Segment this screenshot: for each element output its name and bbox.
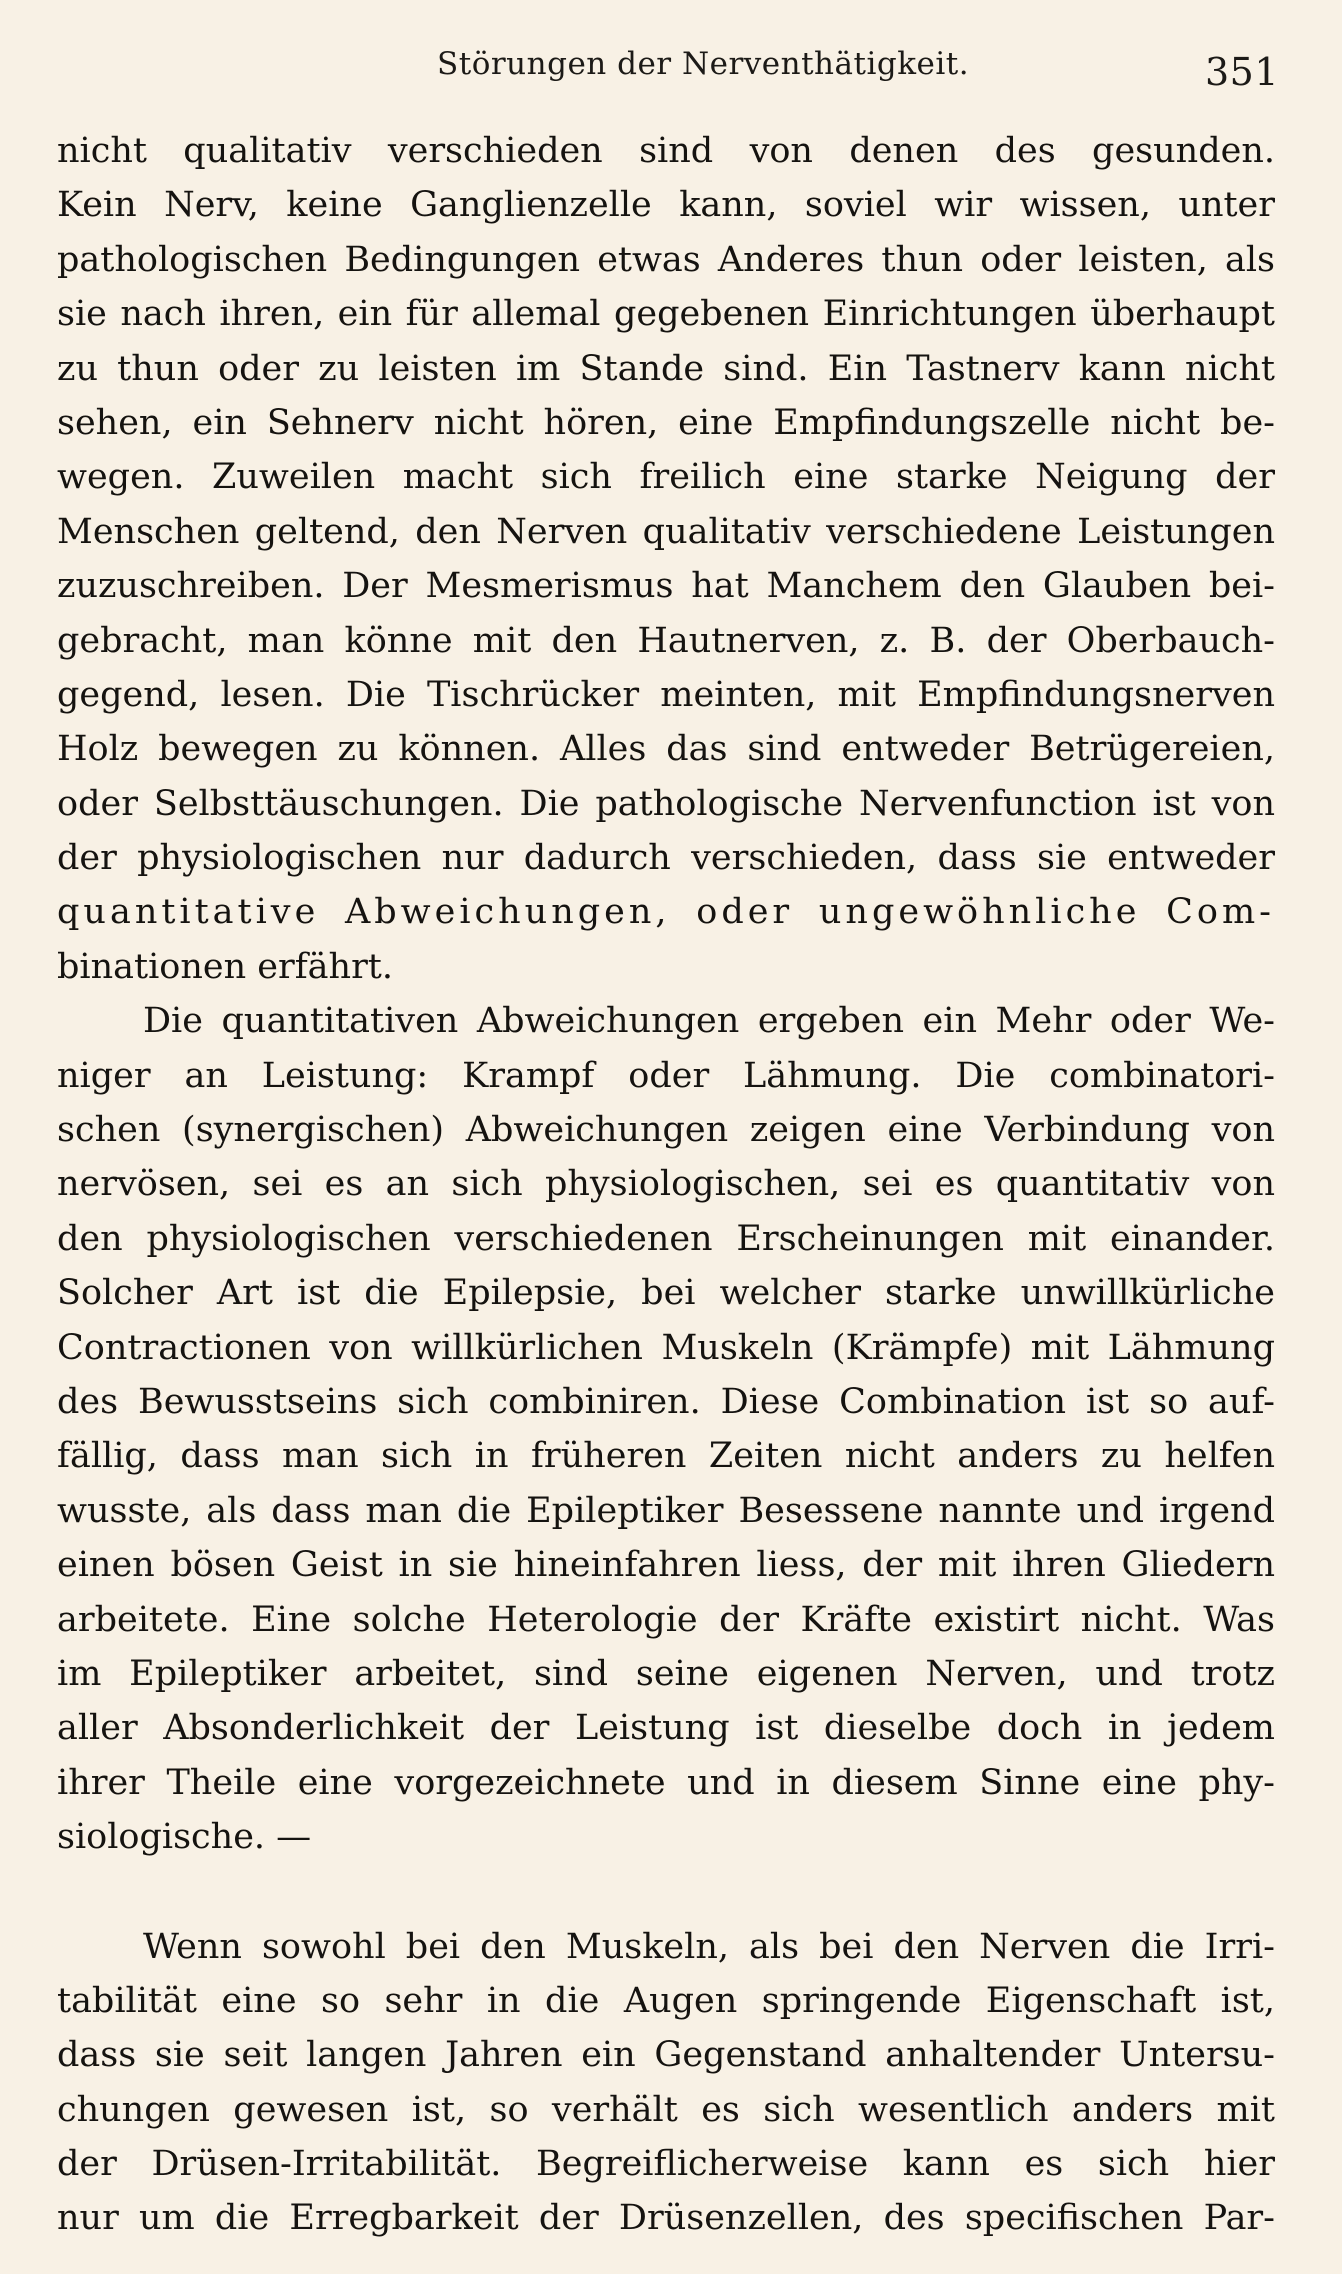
text-line: gebracht, man könne mit den Hautnerven, z. B. der Oberbauch- [57, 620, 1275, 661]
text-line: zuzuschreiben. Der Mesmerismus hat Manchem den Glauben bei- [57, 566, 1275, 607]
text-line: nicht qualitativ verschieden sind von denen des gesunden. [57, 131, 1275, 171]
text-line: aller Absonderlichkeit der Leistung ist dieselbe doch in jedem [57, 1708, 1275, 1749]
text-line: nur um die Erregbarkeit der Drüsenzellen, des specifischen Par- [57, 2198, 1275, 2239]
text-line: Kein Nerv, keine Ganglienzelle kann, soviel wir wissen, unter [57, 185, 1275, 226]
text-line: quantitative Abweichungen, oder ungewöhnliche Com- [57, 892, 1275, 933]
text-line: arbeitete. Eine solche Heterologie der Kräfte existirt nicht. Was [57, 1599, 1275, 1640]
page-number: 351 [1204, 50, 1279, 94]
text-line: ihrer Theile eine vorgezeichnete und in diesem Sinne eine phy- [57, 1762, 1275, 1803]
text-line: oder Selbsttäuschungen. Die pathologische Nervenfunction ist von [57, 783, 1275, 824]
text-line: wegen. Zuweilen macht sich freilich eine starke Neigung der [57, 457, 1275, 498]
text-line: der physiologischen nur dadurch verschieden, dass sie entweder [57, 838, 1275, 879]
text-line: chungen gewesen ist, so verhält es sich wesentlich anders mit [57, 2089, 1275, 2130]
text-line: zu thun oder zu leisten im Stande sind. Ein Tastnerv kann nicht [57, 348, 1275, 389]
text-line: einen bösen Geist in sie hineinfahren liess, der mit ihren Gliedern [57, 1545, 1275, 1586]
text-line: pathologischen Bedingungen etwas Anderes thun oder leisten, als [57, 239, 1275, 280]
text-line: Menschen geltend, den Nerven qualitativ verschiedene Leistungen [57, 511, 1275, 552]
running-head: Störungen der Nerventhätigkeit. [437, 46, 970, 82]
text-line: schen (synergischen) Abweichungen zeigen eine Verbindung von [57, 1110, 1275, 1151]
paragraph-1 [57, 124, 1275, 994]
text-line: wusste, als dass man die Epileptiker Besessene nannte und irgend [57, 1490, 1275, 1531]
text-line: Solcher Art ist die Epilepsie, bei welcher starke unwillkürliche [57, 1273, 1275, 1314]
text-line: binationen erfährt. [57, 946, 393, 987]
text-line: Wenn sowohl bei den Muskeln, als bei den Nerven die Irri- [143, 1926, 1275, 1967]
paragraph-2 [57, 994, 1275, 1864]
text-line: gegend, lesen. Die Tischrücker meinten, mit Empfindungsnerven [57, 674, 1275, 715]
paragraph-3 [57, 1920, 1275, 2246]
text-line: tabilität eine so sehr in die Augen springende Eigenschaft ist, [57, 1980, 1275, 2021]
text-line: des Bewusstseins sich combiniren. Diese Combination ist so auf- [57, 1381, 1275, 1422]
body-text [57, 124, 1275, 2246]
page-header [0, 38, 1342, 98]
text-line: Holz bewegen zu können. Alles das sind entweder Betrügereien, [57, 729, 1275, 770]
text-line: sehen, ein Sehnerv nicht hören, eine Empfindungszelle nicht be- [57, 402, 1275, 443]
text-line: siologische. — [57, 1817, 312, 1858]
text-line: Contractionen von willkürlichen Muskeln (Krämpfe) mit Lähmung [57, 1327, 1275, 1368]
text-line: im Epileptiker arbeitet, sind seine eigenen Nerven, und trotz [57, 1653, 1275, 1694]
paragraph-gap [57, 1865, 1275, 1920]
text-line: Die quantitativen Abweichungen ergeben ein Mehr oder We- [143, 1001, 1275, 1042]
text-line: nervösen, sei es an sich physiologischen, sei es quantitativ von [57, 1164, 1275, 1205]
text-line: der Drüsen-Irritabilität. Begreiflicherweise kann es sich hier [57, 2144, 1275, 2185]
text-line: sie nach ihren, ein für allemal gegebenen Einrichtungen überhaupt [57, 294, 1275, 335]
text-line: fällig, dass man sich in früheren Zeiten nicht anders zu helfen [57, 1436, 1275, 1477]
text-line: niger an Leistung: Krampf oder Lähmung. Die combinatori- [57, 1055, 1275, 1096]
text-line: den physiologischen verschiedenen Erscheinungen mit einander. [57, 1218, 1275, 1259]
text-line: dass sie seit langen Jahren ein Gegenstand anhaltender Untersu- [57, 2035, 1275, 2076]
